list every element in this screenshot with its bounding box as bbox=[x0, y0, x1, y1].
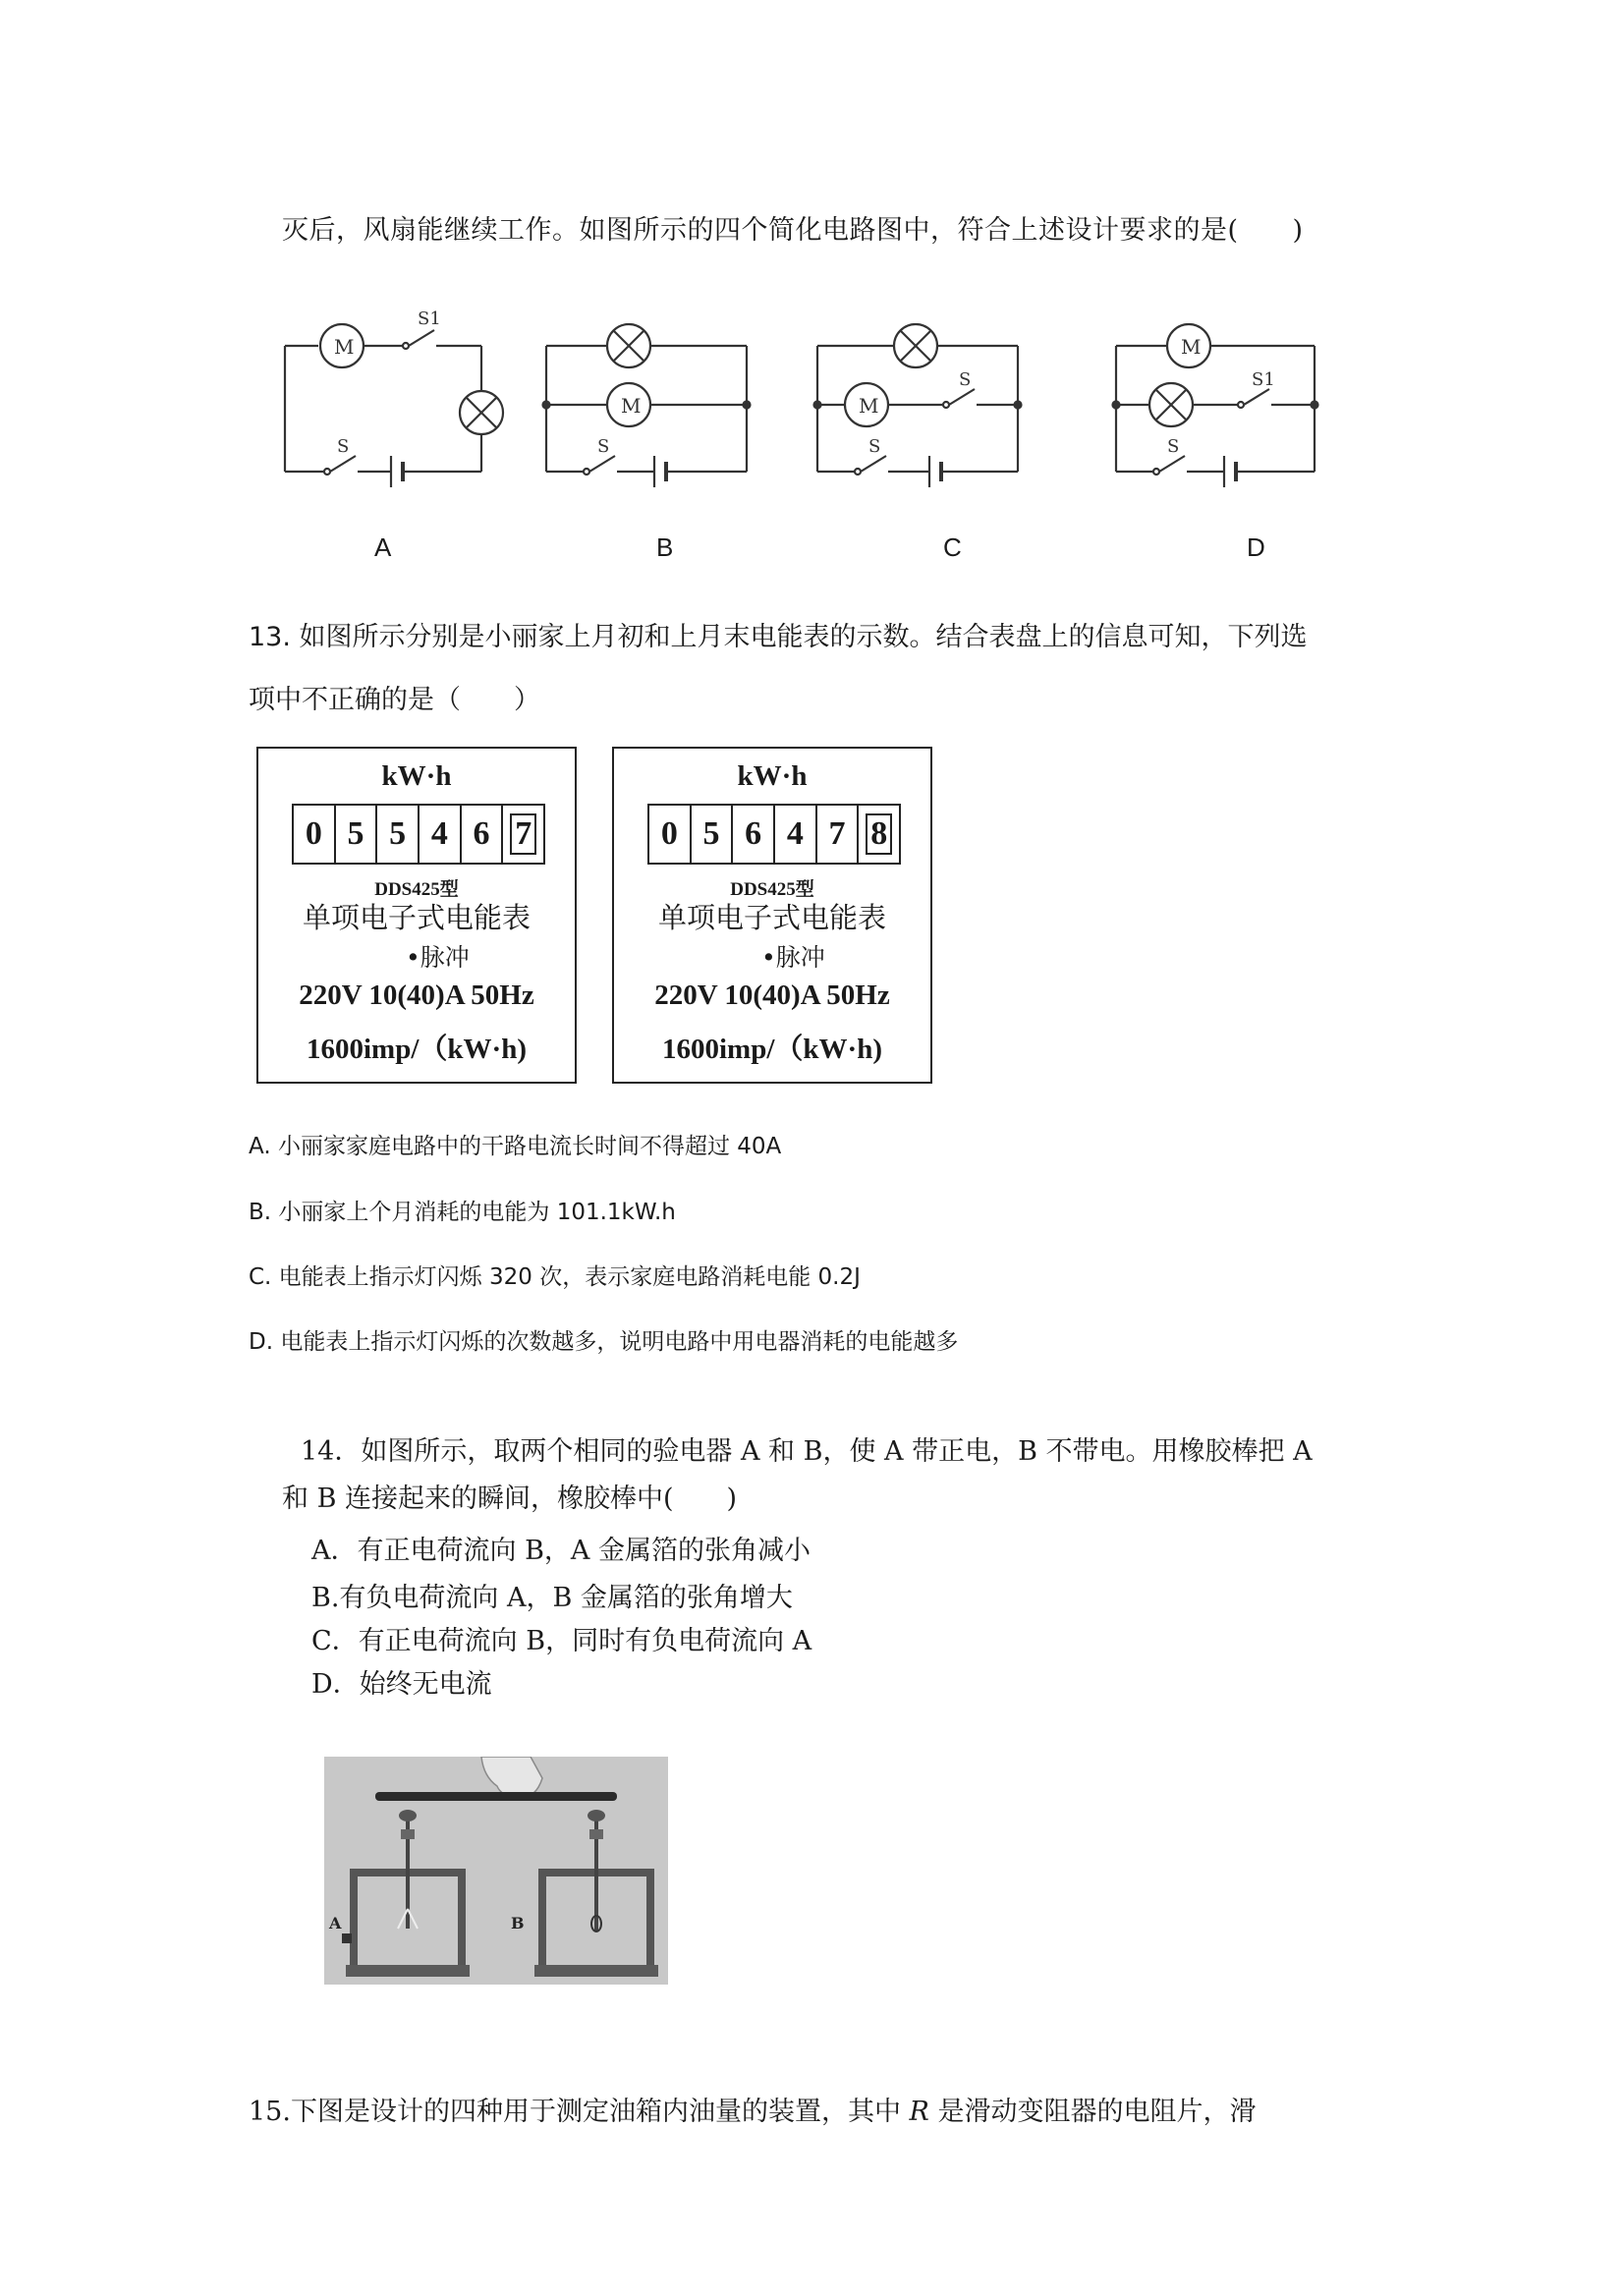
q14-option-c: C．有正电荷流向 B，同时有负电荷流向 A bbox=[311, 1626, 812, 1656]
meter-spec: 220V 10(40)A 50Hz bbox=[299, 980, 534, 1011]
meter-digit-decimal: 7 bbox=[503, 806, 543, 863]
meter-type: 单项电子式电能表 bbox=[302, 901, 531, 934]
electroscope-photo bbox=[324, 1757, 668, 1985]
circuit-d-motor-label: M bbox=[1181, 335, 1202, 359]
circuit-a-s1-label: S1 bbox=[418, 308, 441, 329]
meter-imp: 1600imp/（kW·h) bbox=[662, 1034, 882, 1065]
meter-digit: 6 bbox=[462, 806, 504, 863]
circuit-label-d: D bbox=[1247, 532, 1265, 562]
q13-option-d: D. 电能表上指示灯闪烁的次数越多，说明电路中用电器消耗的电能越多 bbox=[249, 1329, 959, 1355]
q14-line2: 和 B 连接起来的瞬间，橡胶棒中( ) bbox=[282, 1484, 738, 1514]
circuit-b bbox=[543, 324, 751, 487]
q13-option-a: A. 小丽家家庭电路中的干路电流长时间不得超过 40A bbox=[249, 1134, 782, 1159]
meter-digits bbox=[647, 804, 901, 865]
q15-line1 bbox=[249, 2090, 1256, 2128]
meter-digit: 4 bbox=[420, 806, 462, 863]
circuit-a bbox=[285, 324, 503, 487]
circuit-d bbox=[1113, 324, 1318, 487]
meter-digit: 0 bbox=[294, 806, 336, 863]
circuit-label-a: A bbox=[374, 532, 392, 562]
meter-model: DDS425型 bbox=[374, 879, 459, 900]
circuit-c-s-label: S bbox=[868, 436, 881, 457]
circuit-a-s-label: S bbox=[337, 436, 350, 457]
meter-start bbox=[256, 747, 577, 1084]
q13-option-c: C. 电能表上指示灯闪烁 320 次，表示家庭电路消耗电能 0.2J bbox=[249, 1264, 861, 1290]
q14-option-b: B.有负电荷流向 A，B 金属箔的张角增大 bbox=[311, 1583, 793, 1613]
meter-unit: kW·h bbox=[381, 760, 452, 792]
meter-end bbox=[612, 747, 932, 1084]
meter-digit: 4 bbox=[775, 806, 817, 863]
meter-digits bbox=[292, 804, 545, 865]
q14-option-d: D．始终无电流 bbox=[311, 1669, 492, 1700]
circuit-c bbox=[814, 324, 1022, 487]
meter-spec: 220V 10(40)A 50Hz bbox=[654, 980, 890, 1011]
circuit-diagrams bbox=[265, 295, 1346, 580]
meter-unit: kW·h bbox=[737, 760, 808, 792]
q15-var-r: R bbox=[909, 2097, 929, 2127]
circuit-c-motor-label: M bbox=[859, 394, 879, 418]
meter-pulse: •脉冲 bbox=[761, 943, 825, 972]
meter-digit: 5 bbox=[336, 806, 378, 863]
meter-digit: 6 bbox=[733, 806, 775, 863]
meter-digit: 7 bbox=[817, 806, 860, 863]
meter-model: DDS425型 bbox=[730, 879, 814, 900]
meter-pulse: •脉冲 bbox=[406, 943, 470, 972]
circuit-a-motor-label: M bbox=[334, 335, 355, 359]
q14-option-a: A．有正电荷流向 B，A 金属箔的张角减小 bbox=[311, 1536, 812, 1566]
meter-digit: 0 bbox=[649, 806, 692, 863]
q15-text-b: 是滑动变阻器的电阻片，滑 bbox=[937, 2097, 1257, 2127]
electroscope-label-b: B bbox=[511, 1914, 525, 1932]
meter-digit-decimal: 8 bbox=[859, 806, 899, 863]
circuit-c-s-upper-label: S bbox=[959, 369, 972, 390]
q13-option-b: B. 小丽家上个月消耗的电能为 101.1kW.h bbox=[249, 1200, 676, 1225]
meter-digit: 5 bbox=[377, 806, 420, 863]
q13-line1: 13. 如图所示分别是小丽家上月初和上月末电能表的示数。结合表盘上的信息可知，下列选 bbox=[249, 622, 1308, 652]
meter-imp: 1600imp/（kW·h) bbox=[307, 1034, 527, 1065]
circuit-label-b: B bbox=[656, 532, 674, 562]
circuit-b-motor-label: M bbox=[621, 394, 642, 418]
meter-type: 单项电子式电能表 bbox=[657, 901, 886, 934]
circuit-label-c: C bbox=[943, 532, 962, 562]
circuit-d-s1-label: S1 bbox=[1252, 369, 1275, 390]
circuit-d-s-label: S bbox=[1167, 436, 1180, 457]
q14-line1: 14．如图所示，取两个相同的验电器 A 和 B，使 A 带正电，B 不带电。用橡胶棒把 A bbox=[301, 1436, 1313, 1467]
electroscope-label-a: A bbox=[329, 1914, 342, 1932]
q13-line2: 项中不正确的是（ ） bbox=[249, 685, 540, 715]
q15-text-a: 15.下图是设计的四种用于测定油箱内油量的装置，其中 bbox=[249, 2097, 901, 2127]
circuit-b-s-label: S bbox=[597, 436, 610, 457]
q12-continuation: 灭后，风扇能继续工作。如图所示的四个简化电路图中，符合上述设计要求的是( ) bbox=[282, 215, 1304, 246]
meter-digit: 5 bbox=[692, 806, 734, 863]
